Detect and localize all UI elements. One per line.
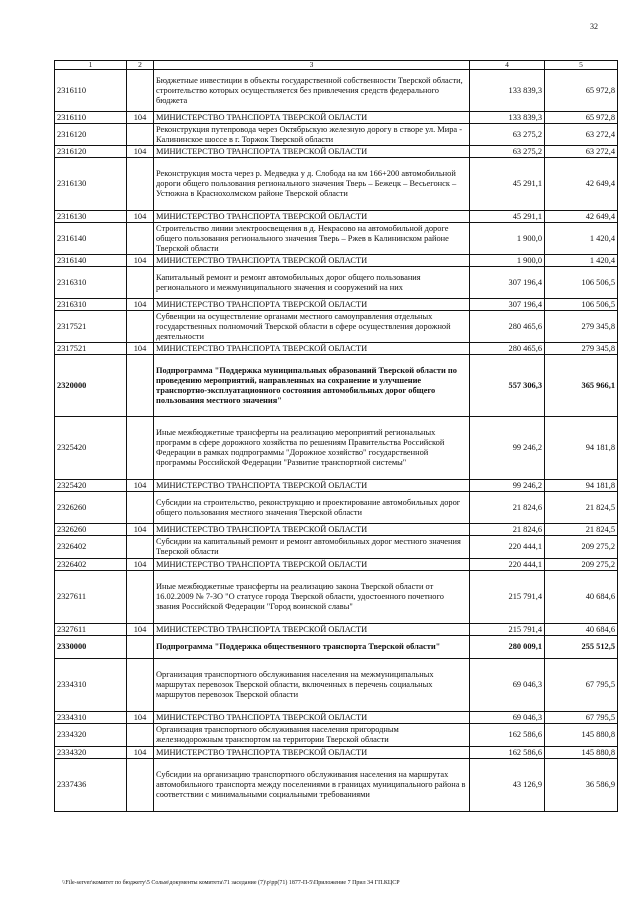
header-cell: 1 [55, 61, 127, 70]
table-row [55, 343, 618, 355]
row-value-col5: 21 824,5 [545, 524, 618, 536]
table-row [55, 524, 618, 536]
row-value-col4: 63 275,2 [470, 146, 545, 158]
row-value-col5: 42 649,4 [545, 211, 618, 223]
row-name-cell: МИНИСТЕРСТВО ТРАНСПОРТА ТВЕРСКОЙ ОБЛАСТИ [154, 480, 470, 492]
row-code-cell: 2317521 [55, 343, 127, 355]
row-value-col5: 21 824,5 [545, 492, 618, 524]
row-name-cell: МИНИСТЕРСТВО ТРАНСПОРТА ТВЕРСКОЙ ОБЛАСТИ [154, 112, 470, 124]
row-value-col4: 280 465,6 [470, 343, 545, 355]
table-row [55, 480, 618, 492]
row-code-cell: 2317521 [55, 311, 127, 343]
table-row [55, 112, 618, 124]
header-cell: 4 [470, 61, 545, 70]
row-name-cell: Субвенции на осуществление органами местного самоуправления отдельных государственных полномочий Тверской области в сфере осуществления дорожной деятельности [154, 311, 470, 343]
row-value-col5: 40 684,6 [545, 624, 618, 636]
file-path-footer: \\File-server\комитет по бюджету\5 Сольм\документы комитета\71 заседание (7)\p\pр(71) 1877-П-5\Приложение 7 Прил 34 ГП.КЦСР [62, 880, 400, 886]
row-value-col4: 21 824,6 [470, 492, 545, 524]
table-row [55, 724, 618, 747]
row-value-col5: 94 181,8 [545, 480, 618, 492]
row-name-cell: Капитальный ремонт и ремонт автомобильных дорог общего пользования регионального и межмуниципального значения и сооружений на них [154, 267, 470, 299]
row-value-col5: 40 684,6 [545, 571, 618, 624]
row-code-cell: 2316110 [55, 70, 127, 112]
table-row [55, 571, 618, 624]
row-ministry-cell: 104 [127, 524, 154, 536]
row-value-col4: 220 444,1 [470, 559, 545, 571]
row-value-col4: 220 444,1 [470, 536, 545, 559]
table-row [55, 712, 618, 724]
row-value-col5: 1 420,4 [545, 223, 618, 255]
row-ministry-cell [127, 759, 154, 812]
row-value-col4: 21 824,6 [470, 524, 545, 536]
row-value-col5: 106 506,5 [545, 267, 618, 299]
table-row [55, 747, 618, 759]
row-code-cell: 2316310 [55, 299, 127, 311]
row-value-col4: 99 246,2 [470, 480, 545, 492]
table-row [55, 223, 618, 255]
row-value-col5: 94 181,8 [545, 417, 618, 480]
row-name-cell: Иные межбюджетные трансферты на реализацию закона Тверской области от 16.02.2009 № 7-ЗО "О статусе города Тверской области, удостоенного почетного звания Российской Федерации "Город воинской славы" [154, 571, 470, 624]
row-name-cell: Строительство линии электроосвещения в д. Некрасово на автомобильной дороге общего пользования регионального значения Тверь – Ржев в Калининском районе Тверской области [154, 223, 470, 255]
row-name-cell: Субсидии на организацию транспортного обслуживания населения на маршрутах автомобильного транспорта между поселениями в границах муниципального района в соответствии с минимальными социальными требованиями [154, 759, 470, 812]
row-name-cell: Субсидии на строительство, реконструкцию и проектирование автомобильных дорог общего пользования местного значения Тверской области [154, 492, 470, 524]
row-name-cell: МИНИСТЕРСТВО ТРАНСПОРТА ТВЕРСКОЙ ОБЛАСТИ [154, 211, 470, 223]
row-code-cell: 2334310 [55, 659, 127, 712]
row-code-cell: 2330000 [55, 636, 127, 659]
table-row [55, 146, 618, 158]
row-value-col4: 63 275,2 [470, 124, 545, 146]
row-value-col4: 162 586,6 [470, 747, 545, 759]
row-value-col5: 279 345,8 [545, 343, 618, 355]
row-name-cell: Организация транспортного обслуживания населения пригородным железнодорожным транспортом на территории Тверской области [154, 724, 470, 747]
row-name-cell: МИНИСТЕРСТВО ТРАНСПОРТА ТВЕРСКОЙ ОБЛАСТИ [154, 712, 470, 724]
row-code-cell: 2326260 [55, 524, 127, 536]
row-value-col5: 65 972,8 [545, 70, 618, 112]
row-name-cell: МИНИСТЕРСТВО ТРАНСПОРТА ТВЕРСКОЙ ОБЛАСТИ [154, 747, 470, 759]
row-value-col4: 557 306,3 [470, 355, 545, 417]
row-value-col4: 133 839,3 [470, 112, 545, 124]
row-ministry-cell [127, 492, 154, 524]
row-ministry-cell: 104 [127, 712, 154, 724]
row-code-cell: 2320000 [55, 355, 127, 417]
row-code-cell: 2316130 [55, 158, 127, 211]
row-ministry-cell: 104 [127, 747, 154, 759]
table-row [55, 267, 618, 299]
row-name-cell: МИНИСТЕРСТВО ТРАНСПОРТА ТВЕРСКОЙ ОБЛАСТИ [154, 255, 470, 267]
row-code-cell: 2326402 [55, 559, 127, 571]
row-value-col5: 67 795,5 [545, 712, 618, 724]
header-cell: 2 [127, 61, 154, 70]
table-row [55, 759, 618, 812]
row-name-cell: МИНИСТЕРСТВО ТРАНСПОРТА ТВЕРСКОЙ ОБЛАСТИ [154, 524, 470, 536]
row-value-col5: 67 795,5 [545, 659, 618, 712]
table-row [55, 299, 618, 311]
row-ministry-cell [127, 267, 154, 299]
table-row [55, 124, 618, 146]
row-value-col5: 365 966,1 [545, 355, 618, 417]
row-code-cell: 2316140 [55, 223, 127, 255]
row-name-cell: Иные межбюджетные трансферты на реализацию мероприятий региональных программ в сфере дорожного хозяйства по решениям Правительства Российской Федерации в рамках подпрограммы "Дорожное хозяйство" государственной программы Российской Федерации "Развитие транспортной системы" [154, 417, 470, 480]
row-code-cell: 2334320 [55, 747, 127, 759]
row-code-cell: 2316110 [55, 112, 127, 124]
row-value-col5: 255 512,5 [545, 636, 618, 659]
row-ministry-cell: 104 [127, 624, 154, 636]
row-ministry-cell [127, 158, 154, 211]
row-name-cell: Организация транспортного обслуживания населения на межмуниципальных маршрутах перевозок Тверской области, включенных в перечень социальных маршрутов перевозок Тверской области [154, 659, 470, 712]
row-value-col4: 133 839,3 [470, 70, 545, 112]
row-ministry-cell: 104 [127, 146, 154, 158]
row-ministry-cell: 104 [127, 255, 154, 267]
header-cell: 5 [545, 61, 618, 70]
row-code-cell: 2337436 [55, 759, 127, 812]
row-ministry-cell [127, 417, 154, 480]
row-name-cell: МИНИСТЕРСТВО ТРАНСПОРТА ТВЕРСКОЙ ОБЛАСТИ [154, 299, 470, 311]
row-name-cell: Подпрограмма "Поддержка общественного транспорта Тверской области" [154, 636, 470, 659]
row-value-col4: 69 046,3 [470, 659, 545, 712]
row-ministry-cell: 104 [127, 211, 154, 223]
row-value-col5: 1 420,4 [545, 255, 618, 267]
header-cell: 3 [154, 61, 470, 70]
row-ministry-cell: 104 [127, 480, 154, 492]
table-row [55, 70, 618, 112]
row-ministry-cell: 104 [127, 559, 154, 571]
row-value-col4: 280 009,1 [470, 636, 545, 659]
budget-table [54, 60, 618, 812]
row-name-cell: МИНИСТЕРСТВО ТРАНСПОРТА ТВЕРСКОЙ ОБЛАСТИ [154, 343, 470, 355]
table-row [55, 211, 618, 223]
row-ministry-cell [127, 571, 154, 624]
row-code-cell: 2326260 [55, 492, 127, 524]
row-ministry-cell [127, 659, 154, 712]
row-value-col5: 65 972,8 [545, 112, 618, 124]
row-ministry-cell [127, 355, 154, 417]
row-value-col5: 209 275,2 [545, 559, 618, 571]
row-ministry-cell: 104 [127, 343, 154, 355]
row-value-col5: 145 880,8 [545, 747, 618, 759]
row-value-col5: 63 272,4 [545, 124, 618, 146]
row-ministry-cell [127, 536, 154, 559]
row-name-cell: МИНИСТЕРСТВО ТРАНСПОРТА ТВЕРСКОЙ ОБЛАСТИ [154, 146, 470, 158]
table-row [55, 536, 618, 559]
row-code-cell: 2316310 [55, 267, 127, 299]
row-code-cell: 2326402 [55, 536, 127, 559]
table-row [55, 255, 618, 267]
row-code-cell: 2316120 [55, 146, 127, 158]
row-code-cell: 2334310 [55, 712, 127, 724]
row-ministry-cell [127, 124, 154, 146]
row-code-cell: 2316120 [55, 124, 127, 146]
table-row [55, 158, 618, 211]
row-ministry-cell [127, 636, 154, 659]
row-value-col4: 45 291,1 [470, 158, 545, 211]
row-ministry-cell [127, 311, 154, 343]
table-row [55, 355, 618, 417]
row-value-col5: 279 345,8 [545, 311, 618, 343]
row-value-col4: 69 046,3 [470, 712, 545, 724]
row-code-cell: 2325420 [55, 480, 127, 492]
row-name-cell: Реконструкция моста через р. Медведка у д. Слобода на км 166+200 автомобильной дороги общего пользования регионального значения Тверь – Бежецк – Весьегонск – Устюжна в Краснохолмском районе Тверской области [154, 158, 470, 211]
table-row [55, 636, 618, 659]
table-header-row [55, 61, 618, 70]
row-ministry-cell [127, 223, 154, 255]
row-value-col4: 1 900,0 [470, 223, 545, 255]
row-value-col4: 215 791,4 [470, 624, 545, 636]
row-value-col5: 36 586,9 [545, 759, 618, 812]
row-value-col4: 99 246,2 [470, 417, 545, 480]
row-value-col4: 307 196,4 [470, 267, 545, 299]
row-name-cell: Реконструкция путепровода через Октябрьскую железную дорогу в створе ул. Мира - Калининское шоссе в г. Торжок Тверской области [154, 124, 470, 146]
row-name-cell: МИНИСТЕРСТВО ТРАНСПОРТА ТВЕРСКОЙ ОБЛАСТИ [154, 624, 470, 636]
table-row [55, 417, 618, 480]
row-value-col5: 42 649,4 [545, 158, 618, 211]
row-code-cell: 2334320 [55, 724, 127, 747]
table-row [55, 659, 618, 712]
row-code-cell: 2325420 [55, 417, 127, 480]
page-number: 32 [590, 22, 598, 31]
row-name-cell: Субсидии на капитальный ремонт и ремонт автомобильных дорог местного значения Тверской области [154, 536, 470, 559]
row-value-col4: 280 465,6 [470, 311, 545, 343]
row-value-col4: 43 126,9 [470, 759, 545, 812]
row-ministry-cell [127, 70, 154, 112]
row-value-col4: 307 196,4 [470, 299, 545, 311]
table-row [55, 559, 618, 571]
row-value-col4: 215 791,4 [470, 571, 545, 624]
row-value-col4: 1 900,0 [470, 255, 545, 267]
row-ministry-cell: 104 [127, 112, 154, 124]
row-value-col5: 106 506,5 [545, 299, 618, 311]
row-code-cell: 2316140 [55, 255, 127, 267]
table-row [55, 311, 618, 343]
row-ministry-cell: 104 [127, 299, 154, 311]
row-code-cell: 2327611 [55, 624, 127, 636]
table-row [55, 624, 618, 636]
row-code-cell: 2316130 [55, 211, 127, 223]
row-name-cell: МИНИСТЕРСТВО ТРАНСПОРТА ТВЕРСКОЙ ОБЛАСТИ [154, 559, 470, 571]
row-value-col5: 63 272,4 [545, 146, 618, 158]
row-value-col4: 162 586,6 [470, 724, 545, 747]
row-value-col5: 145 880,8 [545, 724, 618, 747]
row-name-cell: Бюджетные инвестиции в объекты государственной собственности Тверской области, строительство которых осуществляется без привлечения средств федерального бюджета [154, 70, 470, 112]
row-value-col5: 209 275,2 [545, 536, 618, 559]
row-value-col4: 45 291,1 [470, 211, 545, 223]
row-ministry-cell [127, 724, 154, 747]
row-name-cell: Подпрограмма "Поддержка муниципальных образований Тверской области по проведению мероприятий, направленных на сохранение и улучшение транспортно-эксплуатационного состояния автомобильных дорог общего пользования местного значения" [154, 355, 470, 417]
table-row [55, 492, 618, 524]
row-code-cell: 2327611 [55, 571, 127, 624]
